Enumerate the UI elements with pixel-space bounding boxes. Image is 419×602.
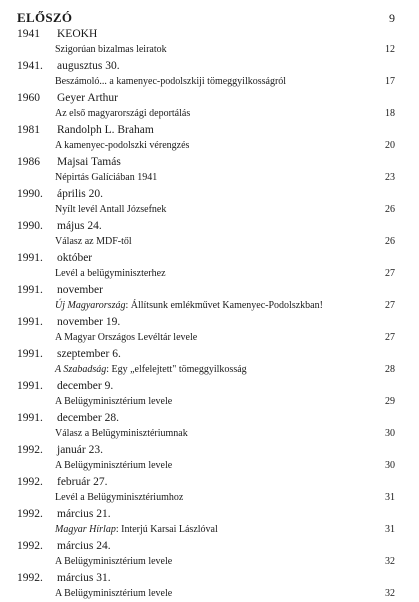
toc-entry-page: 23 [385, 172, 395, 183]
toc-entry-page: 27 [385, 268, 395, 279]
toc-entry-date-row [17, 410, 395, 426]
toc-entry-subject: február 27. [57, 476, 108, 488]
toc-entry-title-group [55, 362, 247, 378]
toc-entry-subject: március 24. [57, 540, 111, 552]
toc-entry-year: 1992. [17, 476, 43, 488]
toc-entry-title: A Belügyminisztérium levele [55, 396, 173, 407]
toc-entry-date-group [17, 538, 111, 554]
toc-entry-date-row [17, 538, 395, 554]
toc-entry-title-group [55, 170, 157, 186]
toc-entry-date-row [17, 58, 395, 74]
toc-entry-title: A kamenyec-podolszki vérengzés [55, 140, 190, 151]
toc-heading-page: 9 [389, 11, 395, 25]
toc-entry-page: 31 [385, 492, 395, 503]
toc-entry-year: 1992. [17, 572, 43, 584]
toc-entry-title: Levél a Belügyminisztériumhoz [55, 492, 184, 503]
toc-entry-year: 1991. [17, 284, 43, 296]
toc-entry-date-row [17, 90, 395, 106]
toc-entry-date-row [17, 122, 395, 138]
toc-entry-publication: Magyar Hírlap [55, 524, 116, 535]
toc-entry-title: Beszámoló... a kamenyec-podolszkiji tömeggyilkosságról [55, 76, 287, 87]
toc-entry-year: 1960 [17, 92, 40, 104]
toc-entry-date-group [17, 570, 111, 586]
toc-entry-date-row [17, 282, 395, 298]
toc-entry-page: 12 [385, 44, 395, 55]
toc-entry-year: 1991. [17, 348, 43, 360]
toc-entry-date-group [17, 314, 120, 330]
toc-entry-subject: KEOKH [57, 28, 98, 40]
toc-entry-title: Válasz a Belügyminisztériumnak [55, 428, 188, 439]
toc-entry-title-group [55, 586, 172, 602]
toc-entry-page: 26 [385, 204, 395, 215]
toc-entry-date-row [17, 154, 395, 170]
toc-entry-title-group [55, 394, 172, 410]
toc-entry-date-group [17, 282, 103, 298]
toc-entry-date-row [17, 250, 395, 266]
toc-entry-title-row[interactable] [17, 138, 395, 154]
toc-entry-title: : Interjú Karsai Lászlóval [115, 524, 218, 535]
toc-entry-date-group [17, 154, 121, 170]
toc-entry-title-row[interactable] [17, 202, 395, 218]
toc-entry-title-group [55, 458, 172, 474]
toc-entry-title-group [55, 74, 286, 90]
toc-entry-subject: Geyer Arthur [57, 92, 118, 104]
toc-entry-title: Szigorúan bizalmas leiratok [55, 44, 167, 55]
toc-entry-date-group [17, 506, 111, 522]
toc-entry-title: A Belügyminisztérium levele [55, 556, 173, 567]
toc-entry-title-row[interactable] [17, 490, 395, 506]
toc-entry-year: 1991. [17, 380, 43, 392]
toc-entry-page: 30 [385, 460, 395, 471]
toc-entry-year: 1992. [17, 540, 43, 552]
toc-entry-date-group [17, 186, 103, 202]
toc-entry-title-row[interactable] [17, 586, 395, 602]
toc-entry-date-row [17, 314, 395, 330]
toc-entry-date-row [17, 26, 395, 42]
toc-entry-year: 1986 [17, 156, 40, 168]
toc-entry-title: A Belügyminisztérium levele [55, 588, 173, 599]
toc-entry-date-row [17, 506, 395, 522]
toc-entry-year: 1990. [17, 220, 43, 232]
toc-entry-title-row[interactable] [17, 298, 395, 314]
toc-entry-page: 30 [385, 428, 395, 439]
toc-entry-date-group [17, 90, 118, 106]
toc-entry-title-row[interactable] [17, 106, 395, 122]
toc-entry-page: 28 [385, 364, 395, 375]
toc-entry-title-row[interactable] [17, 458, 395, 474]
toc-entry-title-group [55, 266, 166, 282]
toc-entry-date-row [17, 442, 395, 458]
toc-entry-subject: október [57, 252, 93, 264]
table-of-contents [17, 10, 395, 602]
toc-entry-page: 31 [385, 524, 395, 535]
toc-entry-title: : Állítsunk emlékművet Kamenyec-Podolszkban! [125, 300, 323, 311]
toc-entry-title-group [55, 426, 188, 442]
toc-entry-year: 1991. [17, 252, 43, 264]
toc-entry-title-row[interactable] [17, 234, 395, 250]
toc-entry-page: 32 [385, 556, 395, 567]
toc-entry-title: : Egy „elfelejtett" tömeggyilkosság [106, 364, 247, 375]
toc-entry-title-row[interactable] [17, 522, 395, 538]
toc-entry-title-group [55, 522, 218, 538]
toc-entry-subject: Majsai Tamás [57, 156, 121, 168]
toc-entry-title-row[interactable] [17, 362, 395, 378]
toc-entry-date-row [17, 378, 395, 394]
toc-entry-subject: december 28. [57, 412, 119, 424]
toc-entry-title-row[interactable] [17, 42, 395, 58]
toc-entry-subject: november [57, 284, 103, 296]
toc-entry-page: 17 [385, 76, 395, 87]
toc-entry-page: 27 [385, 300, 395, 311]
toc-entry-subject: március 21. [57, 508, 111, 520]
toc-heading-title: ELŐSZÓ [17, 10, 73, 25]
toc-entry-subject: április 20. [57, 188, 103, 200]
toc-entry-page: 26 [385, 236, 395, 247]
toc-entry-title-group [55, 106, 190, 122]
toc-entry-title-group [55, 234, 132, 250]
toc-entry-page: 27 [385, 332, 395, 343]
toc-entry-title-row[interactable] [17, 74, 395, 90]
toc-entry-title-group [55, 330, 197, 346]
toc-entry-date-row [17, 570, 395, 586]
toc-entry-subject: Randolph L. Braham [57, 124, 154, 136]
toc-entry-title-row[interactable] [17, 170, 395, 186]
toc-entry-title: Az első magyarországi deportálás [55, 108, 191, 119]
toc-entry-title-group [55, 138, 189, 154]
toc-entry-subject: január 23. [57, 444, 103, 456]
toc-entry-title-group [55, 554, 172, 570]
toc-entry-date-group [17, 474, 107, 490]
toc-entry-title: Levél a belügyminiszterhez [55, 268, 166, 279]
toc-entry-title-row[interactable] [17, 330, 395, 346]
toc-entry-date-group [17, 122, 154, 138]
toc-entry-date-row [17, 474, 395, 490]
toc-entry-year: 1992. [17, 508, 43, 520]
toc-entry-date-row [17, 346, 395, 362]
toc-entry-date-group [17, 58, 120, 74]
toc-entry-subject: szeptember 6. [57, 348, 121, 360]
toc-entry-title-row[interactable] [17, 426, 395, 442]
toc-entry-date-group [17, 250, 92, 266]
toc-entry-page: 32 [385, 588, 395, 599]
toc-entry-date-group [17, 218, 102, 234]
toc-entry-date-group [17, 26, 97, 42]
toc-entry-subject: március 31. [57, 572, 111, 584]
toc-entry-subject: december 9. [57, 380, 114, 392]
toc-entry-title-group [55, 202, 166, 218]
toc-entry-date-group [17, 378, 113, 394]
toc-entry-title: Népirtás Galíciában 1941 [55, 172, 158, 183]
toc-entry-date-group [17, 410, 119, 426]
toc-entry-date-row [17, 186, 395, 202]
toc-entry-title-row[interactable] [17, 266, 395, 282]
toc-entry-subject: augusztus 30. [57, 60, 120, 72]
toc-entry-year: 1991. [17, 412, 43, 424]
toc-entry-title-group [55, 42, 167, 58]
toc-entry-title-row[interactable] [17, 394, 395, 410]
toc-entry-year: 1981 [17, 124, 40, 136]
toc-entry-publication: A Szabadság [55, 364, 107, 375]
toc-entry-title: A Belügyminisztérium levele [55, 460, 173, 471]
toc-heading-row [17, 10, 395, 26]
toc-entry-year: 1992. [17, 444, 43, 456]
toc-entry-year: 1941 [17, 28, 40, 40]
toc-entry-page: 29 [385, 396, 395, 407]
toc-entries [17, 26, 395, 602]
toc-entry-page: 18 [385, 108, 395, 119]
toc-entry-publication: Új Magyarország [55, 300, 126, 311]
toc-entry-title-row[interactable] [17, 554, 395, 570]
toc-entry-title-group [55, 490, 183, 506]
toc-entry-title-group [55, 298, 323, 314]
toc-entry-subject: május 24. [57, 220, 102, 232]
toc-entry-title: Nyílt levél Antall Józsefnek [55, 204, 167, 215]
toc-entry-year: 1990. [17, 188, 43, 200]
toc-entry-date-group [17, 442, 103, 458]
toc-entry-title: A Magyar Országos Levéltár levele [55, 332, 198, 343]
toc-entry-year: 1991. [17, 316, 43, 328]
toc-entry-date-group [17, 346, 121, 362]
toc-entry-year: 1941. [17, 60, 43, 72]
toc-entry-subject: november 19. [57, 316, 121, 328]
toc-entry-date-row [17, 218, 395, 234]
toc-entry-title: Válasz az MDF-től [55, 236, 132, 247]
toc-entry-page: 20 [385, 140, 395, 151]
